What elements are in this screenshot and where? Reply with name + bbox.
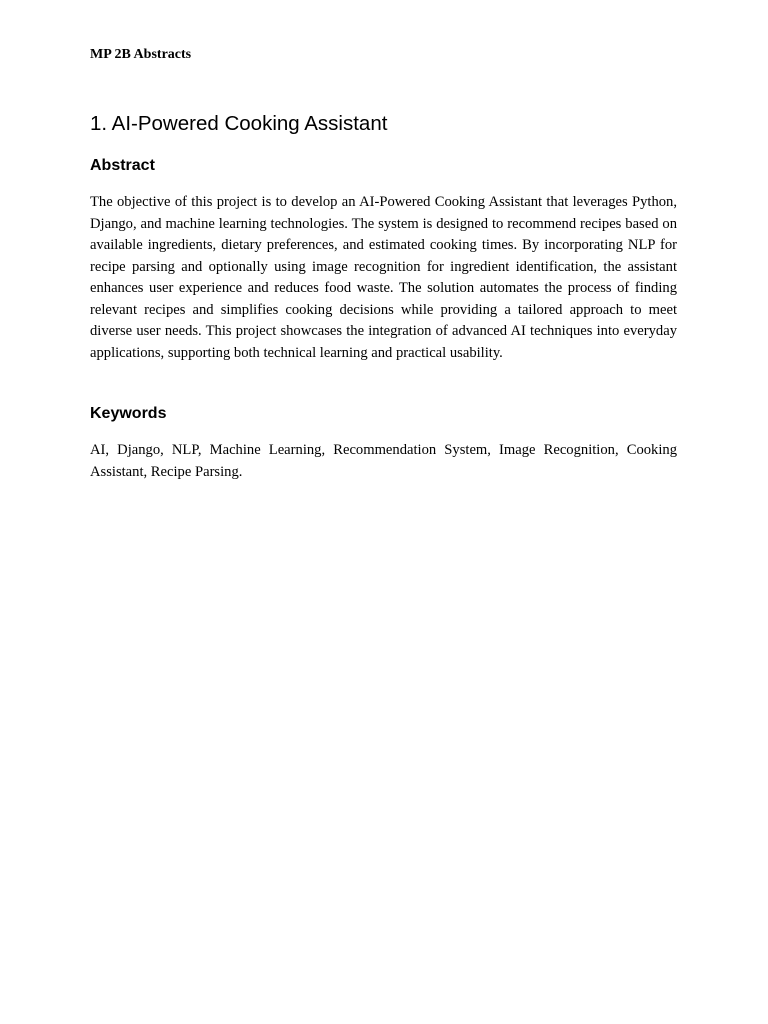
- keywords-body: AI, Django, NLP, Machine Learning, Recommendation System, Image Recognition, Cooking Assistant, Recipe Parsing.: [90, 442, 677, 480]
- keywords-heading: Keywords: [90, 405, 167, 422]
- abstract-body: The objective of this project is to develop an AI-Powered Cooking Assistant that leverages Python, Django, and machine learning technologies. The system is designed to recommend recipes based on available ingredients, dietary preferences, and estimated cooking times. By incorporating NLP for recipe parsing and optionally using image recognition for ingredient identification, the assistant enhances user experience and reduces food waste. The solution automates the process of finding relevant recipes and simplifies cooking decisions while providing a tailored approach to meet diverse user needs. This project showcases the integration of advanced AI techniques into everyday applications, supporting both technical learning and practical usability.: [90, 194, 677, 361]
- page-header: MP 2B Abstracts: [90, 47, 192, 62]
- document-title: 1. AI-Powered Cooking Assistant: [90, 112, 388, 135]
- abstract-heading: Abstract: [90, 157, 155, 174]
